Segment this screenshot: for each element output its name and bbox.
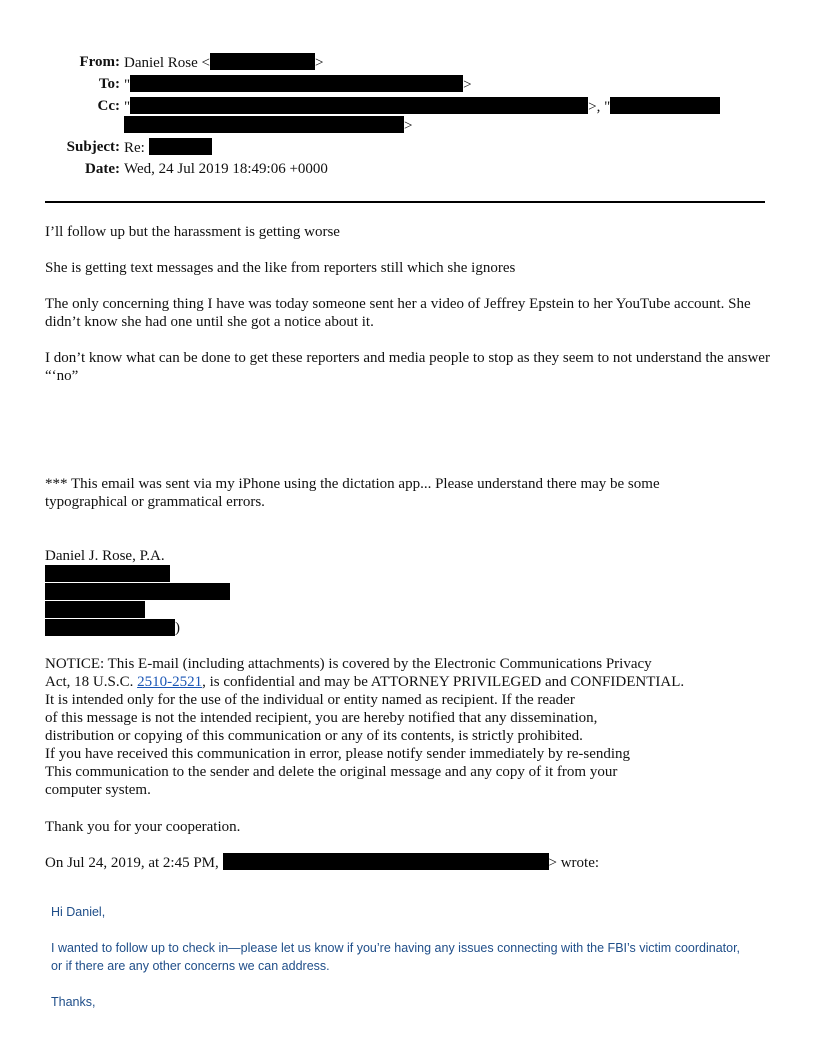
from-value: Daniel Rose < > [124, 55, 324, 71]
header-cc-row-cont: > [124, 116, 412, 135]
notice-line: Act, 18 U.S.C. 2510-2521, is confidential and may be ATTORNEY PRIVILEGED and CONFIDENTIAL. [45, 674, 685, 690]
reply-attribution: On Jul 24, 2019, at 2:45 PM, > wrote: [45, 855, 600, 871]
date-value: Wed, 24 Jul 2019 18:49:06 +0000 [124, 161, 328, 177]
quoted-greeting: Hi Daniel, [51, 905, 106, 919]
cc-value: " >, " [124, 97, 720, 116]
cc-label: Cc: [97, 98, 120, 114]
redaction-box [45, 601, 145, 618]
signature-line-tail: ) [175, 620, 180, 636]
body-paragraph-2: She is getting text messages and the like from reporters still which she ignores [45, 260, 516, 276]
from-label: From: [79, 54, 120, 70]
redaction-box [130, 75, 463, 92]
header-divider [45, 201, 765, 203]
redaction-box [149, 138, 212, 155]
to-value: " > [124, 77, 472, 93]
redaction-box [124, 116, 404, 133]
notice-line: This communication to the sender and delete the original message and any copy of it from your [45, 764, 618, 780]
to-label: To: [98, 76, 120, 92]
notice-line: If you have received this communication in error, please notify sender immediately by re-sending [45, 746, 631, 762]
notice-line: of this message is not the intended recipient, you are hereby notified that any dissemination, [45, 710, 598, 726]
subject-value: Re: [124, 138, 212, 157]
statute-link[interactable]: 2510-2521 [137, 674, 203, 690]
dictation-disclaimer: *** This email was sent via my iPhone using the dictation app... Please understand there may be some typographical or grammatical errors. [45, 476, 660, 510]
thanks-line: Thank you for your cooperation. [45, 819, 241, 835]
quoted-closing: Thanks, [51, 995, 96, 1009]
redaction-box [223, 853, 549, 870]
quoted-body: I wanted to follow up to check in—please let us know if you’re having any issues connecting with the FBI’s victim coordinator, or if there are any other concerns we can address. [51, 941, 741, 973]
body-paragraph-1: I’ll follow up but the harassment is getting worse [45, 224, 340, 240]
redaction-box [610, 97, 720, 114]
redaction-box [130, 97, 588, 114]
body-paragraph-3: The only concerning thing I have was today someone sent her a video of Jeffrey Epstein to her YouTube account. She didn’t know she had one until she got a notice about it. [45, 296, 751, 330]
date-label: Date: [85, 161, 120, 177]
confidentiality-notice [45, 655, 780, 799]
subject-label: Subject: [66, 139, 120, 155]
signature-name: Daniel J. Rose, P.A. [45, 548, 165, 564]
notice-line: NOTICE: This E-mail (including attachments) is covered by the Electronic Communications Privacy [45, 656, 652, 672]
signature-address [45, 565, 245, 637]
from-name: Daniel Rose < [124, 55, 210, 71]
notice-line: distribution or copying of this communication or any of its contents, is strictly prohibited. [45, 728, 583, 744]
redaction-box [45, 583, 230, 600]
redaction-box [45, 565, 170, 582]
body-paragraph-4: I don’t know what can be done to get these reporters and media people to stop as they seem to not understand the answer “‘no” [45, 350, 770, 384]
redaction-box [45, 619, 175, 636]
redaction-box [210, 53, 315, 70]
notice-line: It is intended only for the use of the individual or entity named as recipient. If the reader [45, 692, 575, 708]
notice-line: computer system. [45, 782, 151, 798]
